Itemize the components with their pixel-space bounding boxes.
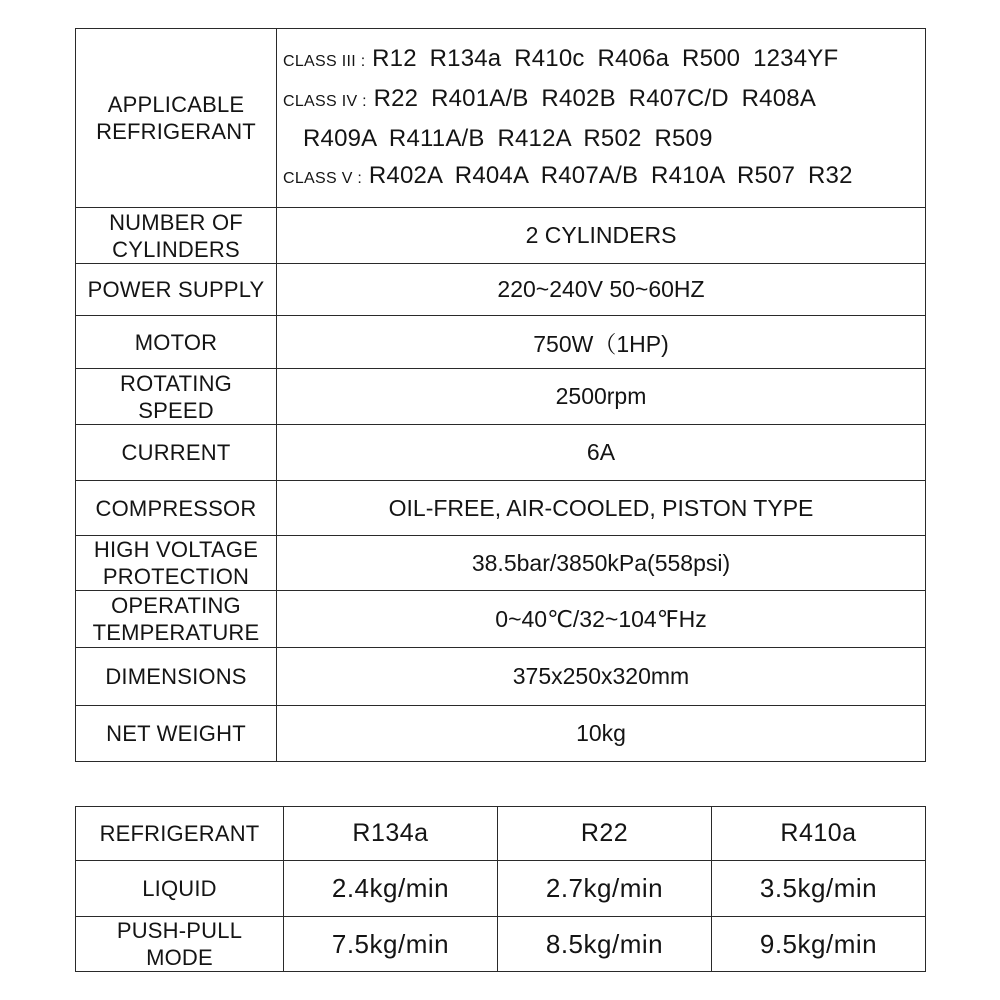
spec-value-refrigerant (277, 29, 926, 208)
rate-label-push-pull (76, 917, 284, 972)
label-line: MODE (146, 945, 213, 970)
refrigerant-class-4-cont (283, 120, 925, 157)
refrigerant-class-4 (283, 80, 925, 120)
spec-table (75, 28, 926, 762)
class-codes: R12 R134a R410c R406a R500 1234YF (372, 44, 839, 72)
spec-value-motor: 750W（1HP) (277, 316, 926, 369)
class-codes: R409A R411A/B R412A R502 R509 (303, 124, 713, 152)
refrigerant-class-3 (283, 40, 925, 80)
spec-label-current: CURRENT (76, 425, 277, 481)
rate-value: 8.5kg/min (498, 917, 712, 972)
spec-label-hv-protection (76, 536, 277, 591)
label-line: REFRIGERANT (96, 119, 256, 144)
rate-value: 7.5kg/min (284, 917, 498, 972)
rate-row-push-pull (76, 917, 926, 972)
spec-value-op-temp: 0~40℃/32~104℉Hz (277, 591, 926, 648)
spec-row-current (76, 425, 926, 481)
label-line: OPERATING (111, 593, 241, 618)
spec-value-current: 6A (277, 425, 926, 481)
spec-row-weight (76, 706, 926, 762)
spec-row-speed (76, 369, 926, 425)
spec-value-compressor: OIL-FREE, AIR-COOLED, PISTON TYPE (277, 481, 926, 536)
recovery-rate-table (75, 806, 926, 972)
label-line: PROTECTION (102, 564, 250, 589)
class-name: CLASS III : (283, 52, 366, 70)
spec-row-power (76, 264, 926, 316)
label-line: HIGH VOLTAGE (93, 537, 259, 562)
label-line: CYLINDERS (112, 236, 240, 262)
spec-label-compressor: COMPRESSOR (76, 481, 277, 536)
spec-value-power: 220~240V 50~60HZ (277, 264, 926, 316)
rate-value: 3.5kg/min (712, 861, 926, 917)
label-line: ROTATING (120, 370, 232, 396)
rate-row-header (76, 807, 926, 861)
label-line: NUMBER OF (109, 209, 243, 235)
spec-label-motor: MOTOR (76, 316, 277, 369)
spec-row-cylinders (76, 208, 926, 264)
spec-row-motor (76, 316, 926, 369)
class-name: CLASS V : (283, 169, 363, 187)
spec-value-dimensions: 375x250x320mm (277, 648, 926, 706)
spec-row-compressor (76, 481, 926, 536)
spec-value-speed: 2500rpm (277, 369, 926, 425)
spec-label-refrigerant (76, 29, 277, 208)
rate-col-header: R410a (712, 807, 926, 861)
rate-col-header: R22 (498, 807, 712, 861)
label-line: TEMPERATURE (92, 620, 260, 645)
rate-label-liquid: LIQUID (76, 861, 284, 917)
spec-label-cylinders (76, 208, 277, 264)
spec-label-power: POWER SUPPLY (76, 264, 277, 316)
class-codes: R402A R404A R407A/B R410A R507 R32 (368, 161, 853, 189)
spec-row-op-temp (76, 591, 926, 648)
spec-row-refrigerant (76, 29, 926, 208)
spec-label-op-temp (76, 591, 277, 648)
label-line: PUSH-PULL (116, 918, 243, 943)
spec-label-dimensions: DIMENSIONS (76, 648, 277, 706)
spec-value-weight: 10kg (277, 706, 926, 762)
rate-value: 9.5kg/min (712, 917, 926, 972)
refrigerant-class-5 (283, 157, 925, 197)
spec-value-cylinders: 2 CYLINDERS (277, 208, 926, 264)
spec-label-speed (76, 369, 277, 425)
spec-row-hv-protection (76, 536, 926, 591)
rate-label-refrigerant: REFRIGERANT (76, 807, 284, 861)
spec-row-dimensions (76, 648, 926, 706)
rate-row-liquid (76, 861, 926, 917)
class-codes: R22 R401A/B R402B R407C/D R408A (373, 84, 817, 112)
rate-value: 2.4kg/min (284, 861, 498, 917)
label-line: SPEED (138, 397, 214, 423)
rate-col-header: R134a (284, 807, 498, 861)
spec-label-weight: NET WEIGHT (76, 706, 277, 762)
rate-value: 2.7kg/min (498, 861, 712, 917)
label-line: APPLICABLE (107, 92, 245, 117)
class-name: CLASS IV : (283, 92, 367, 110)
spec-value-hv-protection: 38.5bar/3850kPa(558psi) (277, 536, 926, 591)
